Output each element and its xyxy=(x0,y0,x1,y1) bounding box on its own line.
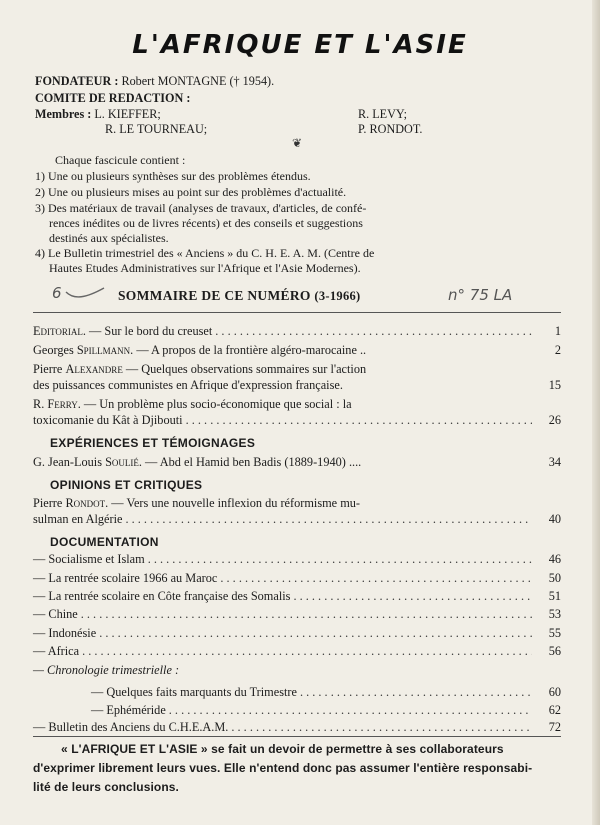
toc-page: 46 xyxy=(548,552,561,566)
toc-entry-alexandre-line-1 xyxy=(33,362,561,378)
toc-entry-doc-6 xyxy=(33,644,561,660)
fascicule-item-4-line-1: 4) Le Bulletin trimestriel des « Anciens » du C. H. E. A. M. (Centre de xyxy=(35,246,375,260)
toc-author: Rondot. xyxy=(65,496,109,510)
fascicule-item-3-line-3: destinés aux spécialistes. xyxy=(49,231,169,245)
toc-entry-ferry-line-2 xyxy=(33,413,561,429)
fascicule-item-1: 1) Une ou plusieurs synthèses sur des problèmes étendus. xyxy=(35,169,311,183)
toc-entry-alexandre-line-2 xyxy=(33,378,561,394)
toc-page: 2 xyxy=(554,343,561,357)
handwritten-note-right: n° 75 LA xyxy=(448,286,513,304)
leader-dots xyxy=(125,512,532,527)
disclaimer-line-3: lité de leurs conclusions. xyxy=(33,780,179,794)
toc-page: 34 xyxy=(548,455,561,469)
toc-title-continued: des puissances communistes en Afrique d'expression française. xyxy=(33,378,343,392)
toc-entry-spillmann xyxy=(33,343,561,359)
member-le-tourneau: R. LE TOURNEAU; xyxy=(105,122,208,136)
toc-entry-doc-3 xyxy=(33,589,561,605)
journal-title: L'AFRIQUE ET L'ASIE xyxy=(132,30,468,60)
toc-author: Soulié. xyxy=(105,455,142,469)
leader-dots xyxy=(300,685,532,700)
toc-author-first: G. Jean-Louis xyxy=(33,455,106,469)
members-row-1 xyxy=(35,107,161,122)
toc-author-first: Pierre xyxy=(33,362,66,376)
toc-title: — A propos de la frontière algéro-marocaine .. xyxy=(136,343,367,357)
toc-title: — La rentrée scolaire en Côte française des Somalis xyxy=(33,589,291,603)
leader-dots xyxy=(99,626,532,641)
divider xyxy=(33,736,561,737)
fleuron-ornament-icon: ❦ xyxy=(292,136,303,150)
toc-title-continued: sulman en Algérie xyxy=(33,512,123,526)
founder-name: Robert MONTAGNE († 1954). xyxy=(121,74,275,88)
toc-entry-ferry-line-1 xyxy=(33,397,561,413)
leader-dots xyxy=(148,552,532,567)
founder-line xyxy=(35,74,274,89)
leader-dots xyxy=(293,589,532,604)
toc-title: — Africa xyxy=(33,644,80,658)
leader-dots xyxy=(215,324,532,339)
leader-dots xyxy=(81,607,532,622)
toc-title-continued: toxicomanie du Kât à Djibouti xyxy=(33,413,183,427)
section-heading-documentation: DOCUMENTATION xyxy=(50,535,159,549)
disclaimer-line-1: « L'AFRIQUE ET L'ASIE » se fait un devoir de permettre à ses collaborateurs xyxy=(61,742,504,756)
leader-dots xyxy=(186,413,532,428)
toc-page: 15 xyxy=(548,378,561,392)
fascicule-item-3-line-2: rences inédites ou de livres récents) et des conseils et suggestions xyxy=(49,216,363,230)
toc-entry-doc-2 xyxy=(33,571,561,587)
toc-entry-editorial xyxy=(33,324,561,340)
committee-label: COMITE DE REDACTION : xyxy=(35,91,191,105)
fascicule-intro: Chaque fascicule contient : xyxy=(55,153,186,167)
member-levy: R. LEVY; xyxy=(358,107,407,121)
toc-page: 56 xyxy=(548,644,561,658)
toc-page: 60 xyxy=(548,685,561,699)
toc-entry-doc-4 xyxy=(33,607,561,623)
handwritten-stroke-icon xyxy=(64,286,106,300)
sommaire-title: SOMMAIRE DE CE NUMÉRO xyxy=(118,288,311,303)
section-heading-opinions: OPINIONS ET CRITIQUES xyxy=(50,478,203,492)
toc-title: — Socialisme et Islam xyxy=(33,552,145,566)
toc-page: 40 xyxy=(548,512,561,526)
leader-dots xyxy=(82,644,532,659)
toc-page: 1 xyxy=(554,324,561,338)
toc-title: — Quelques observations sommaires sur l'action xyxy=(125,362,367,376)
toc-title: — Chine xyxy=(33,607,78,621)
toc-author: Alexandre xyxy=(65,362,123,376)
toc-title: — Vers une nouvelle inflexion du réformisme mu- xyxy=(111,496,361,510)
divider xyxy=(33,312,561,313)
fascicule-item-2: 2) Une ou plusieurs mises au point sur des problèmes d'actualité. xyxy=(35,185,347,199)
toc-title: — Abd el Hamid ben Badis (1889-1940) .... xyxy=(145,455,362,469)
toc-author: Editorial. xyxy=(33,324,86,338)
members-label: Membres : xyxy=(35,107,92,121)
toc-author-first: Pierre xyxy=(33,496,66,510)
sommaire-issue: (3-1966) xyxy=(314,289,361,303)
toc-author: Ferry. xyxy=(47,397,81,411)
toc-page: 55 xyxy=(548,626,561,640)
chrono-label: — Chronologie trimestrielle : xyxy=(33,663,180,677)
toc-title: — Un problème plus socio-économique que social : la xyxy=(83,397,352,411)
toc-page: 50 xyxy=(548,571,561,585)
page-edge-shadow xyxy=(592,0,600,825)
sommaire-heading xyxy=(118,288,361,304)
toc-title: — La rentrée scolaire 1966 au Maroc xyxy=(33,571,218,585)
toc-entry-bulletin xyxy=(33,720,561,736)
toc-title: — Indonésie xyxy=(33,626,97,640)
leader-dots xyxy=(220,571,532,586)
fascicule-item-3-line-1: 3) Des matériaux de travail (analyses de travaux, d'articles, de confé- xyxy=(35,201,367,215)
toc-entry-doc-5 xyxy=(33,626,561,642)
toc-author-first: R. xyxy=(33,397,48,411)
leader-dots xyxy=(231,720,532,735)
toc-title: — Bulletin des Anciens du C.H.E.A.M. xyxy=(33,720,229,734)
handwritten-note-left: 6 xyxy=(52,284,62,302)
toc-entry-rondot-line-1 xyxy=(33,496,561,512)
disclaimer-line-2: d'exprimer librement leurs vues. Elle n'entend donc pas assumer l'entière responsabi- xyxy=(33,761,533,775)
toc-author-first: Georges xyxy=(33,343,77,357)
toc-page: 72 xyxy=(548,720,561,734)
disclaimer xyxy=(33,740,563,797)
toc-entry-soulie xyxy=(33,455,561,471)
toc-entry-doc-1 xyxy=(33,552,561,568)
member-rondot: P. RONDOT. xyxy=(358,122,423,136)
toc-title: — Sur le bord du creuset xyxy=(89,324,213,338)
toc-entry-chrono-2 xyxy=(91,703,561,719)
toc-title: — Ephéméride xyxy=(91,703,166,717)
section-heading-experiences: EXPÉRIENCES ET TÉMOIGNAGES xyxy=(50,436,256,450)
fascicule-item-4-line-2: Hautes Etudes Administratives sur l'Afrique et l'Asie Modernes). xyxy=(49,261,361,275)
toc-page: 51 xyxy=(548,589,561,603)
toc-page: 26 xyxy=(548,413,561,427)
toc-title: — Quelques faits marquants du Trimestre xyxy=(91,685,297,699)
toc-page: 53 xyxy=(548,607,561,621)
toc-entry-rondot-line-2 xyxy=(33,512,561,528)
toc-entry-chrono-1 xyxy=(91,685,561,701)
toc-author: Spillmann. xyxy=(76,343,134,357)
founder-label: FONDATEUR : xyxy=(35,74,119,88)
toc-chrono-label xyxy=(33,663,561,679)
member-kieffer: L. KIEFFER; xyxy=(94,107,161,121)
toc-page: 62 xyxy=(548,703,561,717)
leader-dots xyxy=(169,703,532,718)
